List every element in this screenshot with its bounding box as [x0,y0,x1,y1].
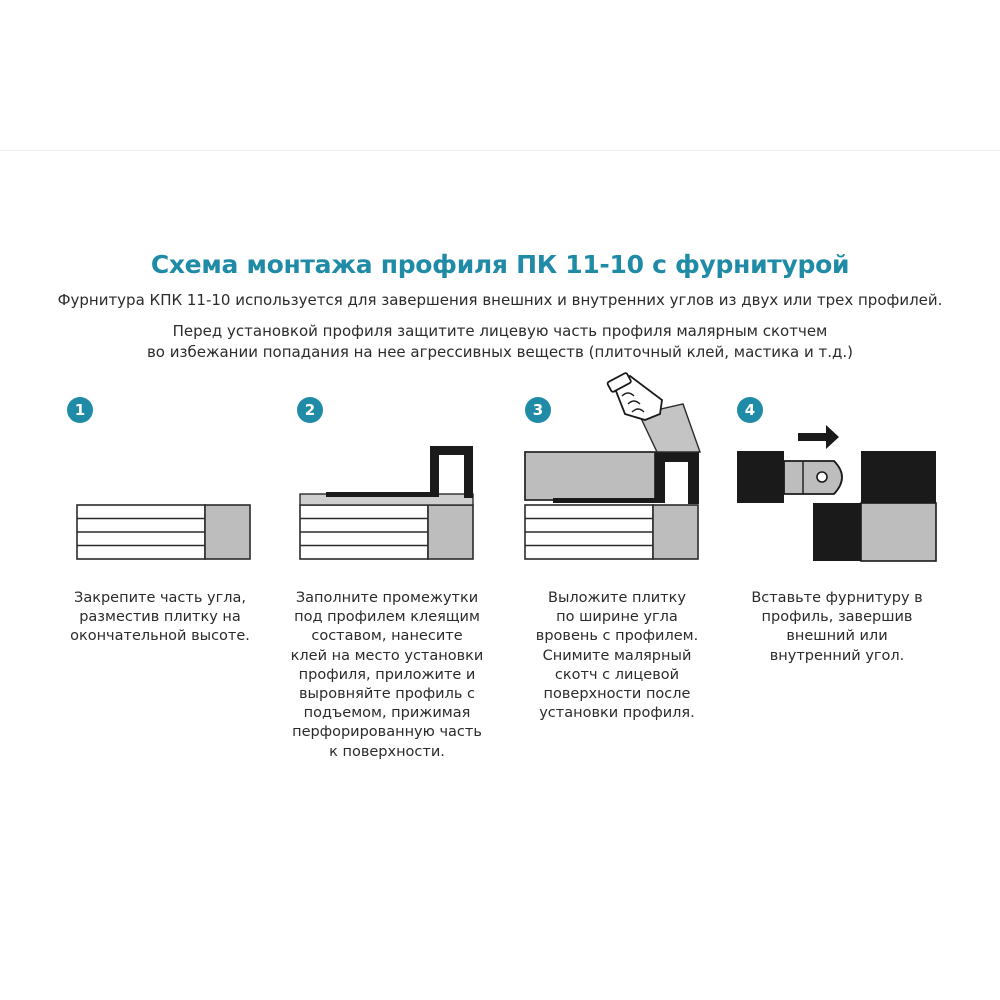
step-3-line: установки профиля. [539,705,695,722]
step-4-line: внешний или [786,628,888,645]
step-4-left-profile [737,451,784,503]
step-4-line: профиль, завершив [761,609,913,626]
step-4-illustration [737,425,936,561]
page-title: Схема монтажа профиля ПК 11-10 с фурнитурой [150,250,850,279]
step-4-line: внутренний угол. [769,647,905,664]
step-1-line: разместив плитку на [79,609,241,626]
step-3-upper-tile [525,452,655,500]
step-2-number: 2 [304,401,316,419]
step-1-corner-piece [205,505,250,559]
note-line-1: Перед установкой профиля защитите лицевую часть профиля малярным скотчем [172,322,828,340]
step-2-line: перфорированную часть [292,724,482,741]
step-2-line: Заполните промежутки [295,590,479,606]
page-subtitle: Фурнитура КПК 11-10 используется для завершения внешних и внутренних углов из двух или трех профилей. [57,291,943,309]
step-3-number: 3 [532,401,544,419]
step-3-line: поверхности после [543,686,691,703]
step-3-hand-icon [607,372,662,420]
step-3-line: Выложите плитку [548,590,686,606]
step-1-description [45,589,275,647]
step-2-line: составом, нанесите [311,628,463,645]
step-1-number: 1 [74,401,86,419]
step-2-line: подъемом, прижимая [303,705,471,722]
step-3-line: по ширине угла [556,609,678,626]
step-3-line: скотч с лицевой [554,666,680,683]
step-4-description [722,589,952,666]
step-2-line: профиля, приложите и [298,666,476,683]
step-4-arrow-icon [798,425,839,449]
step-2-illustration [300,446,473,559]
step-2-description [272,589,502,762]
note-line-2: во избежании попадания на нее агрессивных веществ (плиточный клей, мастика и т.д.) [146,343,854,361]
step-4-top-right-profile [861,451,936,503]
step-1-line: окончательной высоте. [70,628,250,645]
step-3-description [502,589,732,723]
step-1-line: Закрепите часть угла, [74,590,246,606]
step-2-line: клей на место установки [290,647,484,664]
step-2-line: под профилем клеящим [294,609,480,626]
step-4-fitting [784,461,842,494]
step-1-illustration [77,505,250,559]
step-4-grey-block [861,503,936,561]
step-2-line: к поверхности. [329,743,445,760]
step-4-line: Вставьте фурнитуру в [751,590,923,606]
step-3-line: вровень с профилем. [535,628,699,645]
step-3-line: Снимите малярный [542,647,692,664]
step-3-illustration [525,372,700,559]
step-4-number: 4 [744,401,756,419]
step-2-line: выровняйте профиль с [299,686,475,703]
step-4-bottom-left-profile [813,503,861,561]
